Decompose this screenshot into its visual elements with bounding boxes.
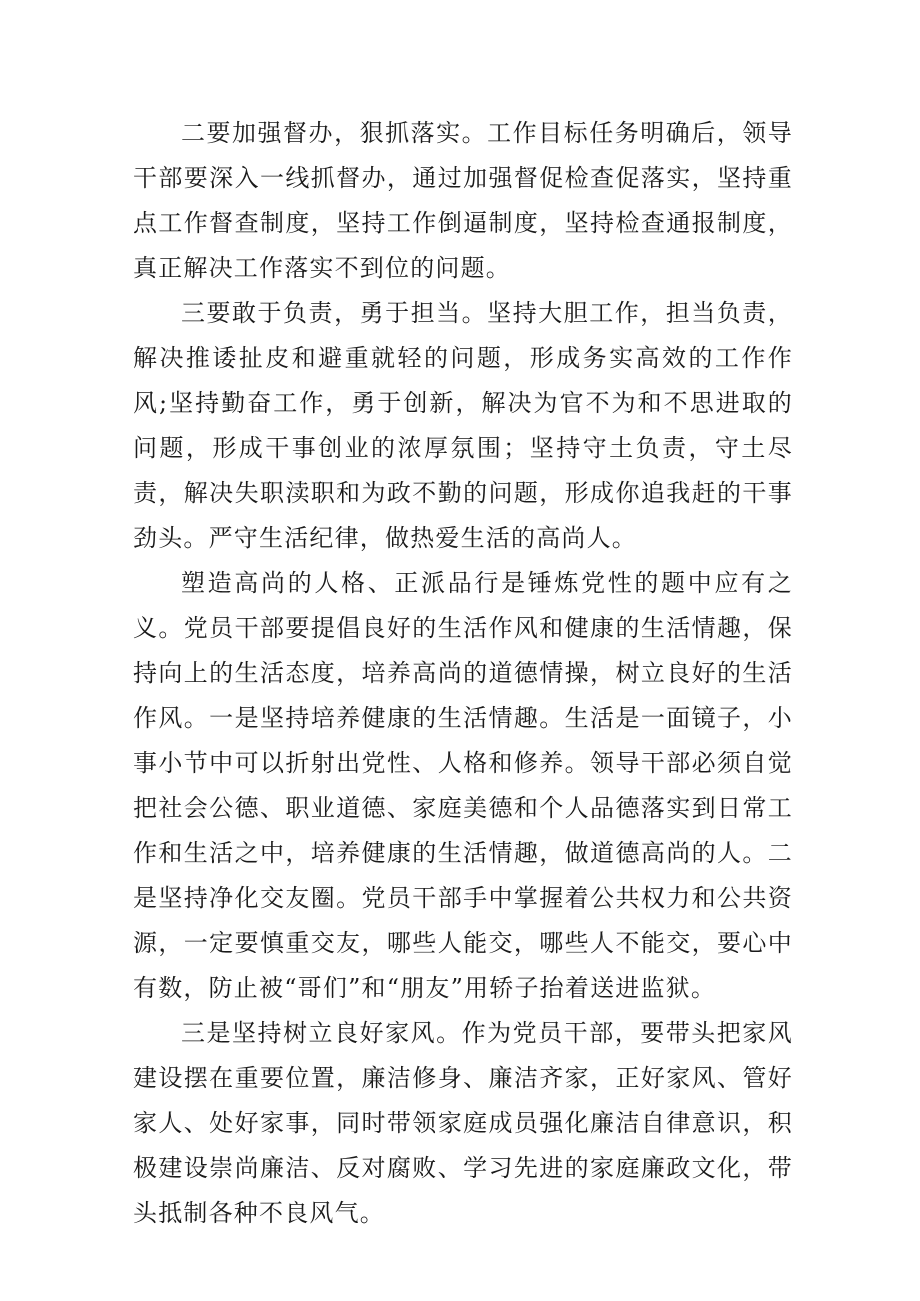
paragraph-noble-character: 塑造高尚的人格、正派品行是锤炼党性的题中应有之义。党员干部要提倡良好的生活作风和健康的生活情趣，保持向上的生活态度，培养高尚的道德情操，树立良好的生活作风。一是坚持培养健康的生活情趣。生活是一面镜子，小事小节中可以折射出党性、人格和修养。领导干部必须自觉把社会公德、职业道德、家庭美德和个人品德落实到日常工作和生活之中，培养健康的生活情趣，做道德高尚的人。二是坚持净化交友圈。党员干部手中掌握着公共权力和公共资源，一定要慎重交友，哪些人能交，哪些人不能交，要心中有数，防止被“哥们”和“朋友”用轿子抬着送进监狱。 bbox=[133, 569, 793, 1002]
paragraph-responsibility: 三要敢于负责，勇于担当。坚持大胆工作，担当负责，解决推诿扯皮和避重就轻的问题，形成务实高效的工作作风;坚持勤奋工作，勇于创新，解决为官不为和不思进取的问题，形成干事创业的浓厚氛围；坚持守土负责，守土尽责，解决失职渎职和为政不勤的问题，形成你追我赶的干事劲头。严守生活纪律，做热爱生活的高尚人。 bbox=[133, 299, 793, 552]
paragraph-family-values: 三是坚持树立良好家风。作为党员干部，要带头把家风建设摆在重要位置，廉洁修身、廉洁齐家，正好家风、管好家人、处好家事，同时带领家庭成员强化廉洁自律意识，积极建设崇尚廉洁、反对腐败、学习先进的家庭廉政文化，带头抵制各种不良风气。 bbox=[133, 1019, 793, 1227]
paragraph-supervision: 二要加强督办，狠抓落实。工作目标任务明确后，领导干部要深入一线抓督办，通过加强督促检查促落实，坚持重点工作督查制度，坚持工作倒逼制度，坚持检查通报制度，真正解决工作落实不到位的问题。 bbox=[133, 119, 793, 282]
document-body bbox=[133, 111, 793, 1236]
